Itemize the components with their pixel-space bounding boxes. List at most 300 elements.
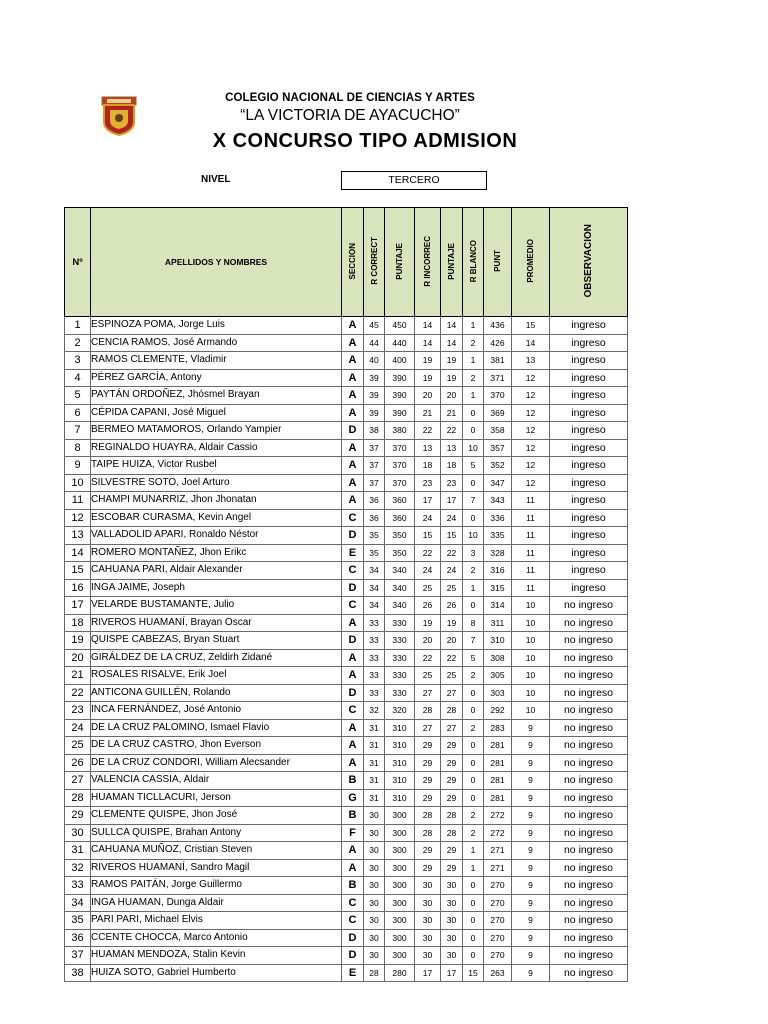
seccion-cell: A: [342, 352, 364, 370]
seccion-cell: G: [342, 789, 364, 807]
puntaje-neg-cell: 24: [441, 509, 463, 527]
observacion-cell: no ingreso: [550, 597, 628, 615]
observacion-cell: no ingreso: [550, 894, 628, 912]
seccion-cell: A: [342, 842, 364, 860]
row-number-cell: 9: [65, 457, 91, 475]
r-correct-cell: 32: [364, 702, 385, 720]
student-name-cell: RAMOS PAITÁN, Jorge Guillermo: [91, 877, 342, 895]
r-blanco-cell: 1: [463, 579, 484, 597]
r-correct-cell: 35: [364, 544, 385, 562]
puntaje-neg-cell: 18: [441, 457, 463, 475]
row-number-cell: 17: [65, 597, 91, 615]
r-correct-cell: 30: [364, 912, 385, 930]
seccion-cell: C: [342, 894, 364, 912]
table-row: [65, 352, 628, 370]
puntaje-cell: 450: [385, 317, 415, 335]
puntaje-cell: 340: [385, 597, 415, 615]
seccion-cell: A: [342, 387, 364, 405]
punt-cell: 370: [484, 387, 512, 405]
observacion-cell: no ingreso: [550, 912, 628, 930]
seccion-cell: A: [342, 754, 364, 772]
promedio-cell: 11: [512, 579, 550, 597]
promedio-cell: 9: [512, 859, 550, 877]
student-name-cell: CHAMPI MUNARRIZ, Jhon Jhonatan: [91, 492, 342, 510]
student-name-cell: CENCIA RAMOS, José Armando: [91, 334, 342, 352]
school-subtitle: “LA VICTORIA DE AYACUCHO”: [240, 107, 460, 124]
r-correct-cell: 30: [364, 859, 385, 877]
r-correct-cell: 33: [364, 684, 385, 702]
col-header-puntaje-2: PUNTAJE: [441, 208, 463, 317]
row-number-cell: 25: [65, 737, 91, 755]
observacion-cell: no ingreso: [550, 667, 628, 685]
puntaje-cell: 310: [385, 719, 415, 737]
seccion-cell: F: [342, 824, 364, 842]
seccion-cell: A: [342, 369, 364, 387]
observacion-cell: no ingreso: [550, 964, 628, 982]
promedio-cell: 13: [512, 352, 550, 370]
promedio-cell: 9: [512, 947, 550, 965]
row-number-cell: 5: [65, 387, 91, 405]
r-incorrec-cell: 21: [415, 404, 441, 422]
puntaje-cell: 330: [385, 684, 415, 702]
r-incorrec-cell: 27: [415, 719, 441, 737]
r-correct-cell: 30: [364, 929, 385, 947]
puntaje-neg-cell: 14: [441, 317, 463, 335]
puntaje-neg-cell: 29: [441, 772, 463, 790]
table-row: [65, 334, 628, 352]
r-incorrec-cell: 29: [415, 754, 441, 772]
seccion-cell: A: [342, 859, 364, 877]
r-blanco-cell: 2: [463, 334, 484, 352]
promedio-cell: 10: [512, 649, 550, 667]
observacion-cell: no ingreso: [550, 877, 628, 895]
row-number-cell: 38: [65, 964, 91, 982]
punt-cell: 281: [484, 754, 512, 772]
r-incorrec-cell: 30: [415, 947, 441, 965]
r-incorrec-cell: 26: [415, 597, 441, 615]
puntaje-cell: 310: [385, 754, 415, 772]
observacion-cell: no ingreso: [550, 772, 628, 790]
r-incorrec-cell: 29: [415, 737, 441, 755]
promedio-cell: 9: [512, 719, 550, 737]
seccion-cell: A: [342, 404, 364, 422]
promedio-cell: 12: [512, 387, 550, 405]
observacion-cell: ingreso: [550, 474, 628, 492]
promedio-cell: 12: [512, 457, 550, 475]
r-blanco-cell: 0: [463, 772, 484, 790]
student-name-cell: CLEMENTE QUISPE, Jhon José: [91, 807, 342, 825]
puntaje-neg-cell: 30: [441, 877, 463, 895]
row-number-cell: 26: [65, 754, 91, 772]
puntaje-cell: 320: [385, 702, 415, 720]
table-row: [65, 789, 628, 807]
punt-cell: 381: [484, 352, 512, 370]
puntaje-cell: 370: [385, 474, 415, 492]
puntaje-neg-cell: 28: [441, 807, 463, 825]
r-incorrec-cell: 28: [415, 807, 441, 825]
r-blanco-cell: 2: [463, 824, 484, 842]
promedio-cell: 9: [512, 737, 550, 755]
puntaje-neg-cell: 23: [441, 474, 463, 492]
promedio-cell: 11: [512, 492, 550, 510]
puntaje-cell: 330: [385, 667, 415, 685]
promedio-cell: 11: [512, 527, 550, 545]
student-name-cell: RIVEROS HUAMANÍ, Brayan Oscar: [91, 614, 342, 632]
row-number-cell: 8: [65, 439, 91, 457]
r-blanco-cell: 10: [463, 439, 484, 457]
puntaje-neg-cell: 28: [441, 702, 463, 720]
punt-cell: 270: [484, 947, 512, 965]
col-header-r-correct: R CORRECT: [364, 208, 385, 317]
student-name-cell: ROSALES RISALVE, Erik Joel: [91, 667, 342, 685]
r-blanco-cell: 1: [463, 387, 484, 405]
seccion-cell: C: [342, 509, 364, 527]
promedio-cell: 10: [512, 614, 550, 632]
puntaje-neg-cell: 29: [441, 859, 463, 877]
r-incorrec-cell: 24: [415, 509, 441, 527]
r-correct-cell: 44: [364, 334, 385, 352]
puntaje-neg-cell: 20: [441, 387, 463, 405]
puntaje-neg-cell: 28: [441, 824, 463, 842]
r-blanco-cell: 0: [463, 702, 484, 720]
puntaje-cell: 330: [385, 649, 415, 667]
r-blanco-cell: 0: [463, 947, 484, 965]
r-blanco-cell: 5: [463, 649, 484, 667]
r-correct-cell: 36: [364, 509, 385, 527]
observacion-cell: ingreso: [550, 509, 628, 527]
promedio-cell: 10: [512, 597, 550, 615]
observacion-cell: ingreso: [550, 352, 628, 370]
seccion-cell: C: [342, 912, 364, 930]
seccion-cell: D: [342, 929, 364, 947]
table-row: [65, 544, 628, 562]
puntaje-cell: 350: [385, 527, 415, 545]
observacion-cell: ingreso: [550, 317, 628, 335]
table-row: [65, 912, 628, 930]
student-name-cell: RIVEROS HUAMANÍ, Sandro Magil: [91, 859, 342, 877]
puntaje-cell: 300: [385, 877, 415, 895]
r-incorrec-cell: 19: [415, 614, 441, 632]
puntaje-cell: 390: [385, 369, 415, 387]
table-row: [65, 317, 628, 335]
student-name-cell: CAHUANA PARI, Aldair Alexander: [91, 562, 342, 580]
punt-cell: 305: [484, 667, 512, 685]
student-name-cell: ESCOBAR CURASMA, Kevin Angel: [91, 509, 342, 527]
col-header-seccion: SECCION: [342, 208, 364, 317]
punt-cell: 371: [484, 369, 512, 387]
r-blanco-cell: 0: [463, 877, 484, 895]
seccion-cell: D: [342, 422, 364, 440]
punt-cell: 272: [484, 807, 512, 825]
table-row: [65, 527, 628, 545]
r-correct-cell: 40: [364, 352, 385, 370]
punt-cell: 270: [484, 929, 512, 947]
r-incorrec-cell: 30: [415, 929, 441, 947]
row-number-cell: 6: [65, 404, 91, 422]
table-row: [65, 807, 628, 825]
student-name-cell: SILVESTRE SOTO, Joel Arturo: [91, 474, 342, 492]
punt-cell: 308: [484, 649, 512, 667]
table-row: [65, 947, 628, 965]
student-name-cell: CCENTE CHOCCA, Marco Antonio: [91, 929, 342, 947]
punt-cell: 270: [484, 912, 512, 930]
seccion-cell: B: [342, 807, 364, 825]
puntaje-cell: 300: [385, 859, 415, 877]
school-crest-icon: [101, 96, 137, 136]
r-correct-cell: 39: [364, 369, 385, 387]
punt-cell: 271: [484, 859, 512, 877]
r-incorrec-cell: 17: [415, 964, 441, 982]
student-name-cell: VALLADOLID APARI, Ronaldo Néstor: [91, 527, 342, 545]
puntaje-neg-cell: 30: [441, 929, 463, 947]
r-blanco-cell: 0: [463, 422, 484, 440]
student-name-cell: SULLCA QUISPE, Brahan Antony: [91, 824, 342, 842]
seccion-cell: A: [342, 334, 364, 352]
student-name-cell: INGA HUAMAN, Dunga Aldair: [91, 894, 342, 912]
r-correct-cell: 30: [364, 807, 385, 825]
puntaje-neg-cell: 22: [441, 649, 463, 667]
observacion-cell: ingreso: [550, 404, 628, 422]
nivel-label: NIVEL: [201, 174, 231, 185]
promedio-cell: 11: [512, 544, 550, 562]
r-incorrec-cell: 30: [415, 894, 441, 912]
puntaje-cell: 440: [385, 334, 415, 352]
punt-cell: 328: [484, 544, 512, 562]
student-name-cell: CAHUANA MUÑOZ, Cristian Steven: [91, 842, 342, 860]
seccion-cell: A: [342, 317, 364, 335]
observacion-cell: no ingreso: [550, 754, 628, 772]
r-incorrec-cell: 14: [415, 334, 441, 352]
table-row: [65, 702, 628, 720]
observacion-cell: no ingreso: [550, 929, 628, 947]
col-header-promedio: PROMEDIO: [512, 208, 550, 317]
puntaje-neg-cell: 29: [441, 737, 463, 755]
r-blanco-cell: 0: [463, 737, 484, 755]
student-name-cell: BERMEO MATAMOROS, Orlando Yampier: [91, 422, 342, 440]
puntaje-neg-cell: 26: [441, 597, 463, 615]
table-row: [65, 509, 628, 527]
punt-cell: 357: [484, 439, 512, 457]
puntaje-neg-cell: 25: [441, 667, 463, 685]
seccion-cell: A: [342, 457, 364, 475]
row-number-cell: 4: [65, 369, 91, 387]
table-row: [65, 562, 628, 580]
seccion-cell: A: [342, 439, 364, 457]
row-number-cell: 34: [65, 894, 91, 912]
r-correct-cell: 31: [364, 789, 385, 807]
row-number-cell: 24: [65, 719, 91, 737]
punt-cell: 263: [484, 964, 512, 982]
student-name-cell: ROMERO MONTAÑEZ, Jhon Erikc: [91, 544, 342, 562]
table-row: [65, 877, 628, 895]
punt-cell: 315: [484, 579, 512, 597]
observacion-cell: ingreso: [550, 544, 628, 562]
col-header-r-incorrec: R INCORREC: [415, 208, 441, 317]
r-correct-cell: 33: [364, 614, 385, 632]
r-incorrec-cell: 28: [415, 824, 441, 842]
table-row: [65, 387, 628, 405]
r-correct-cell: 30: [364, 824, 385, 842]
student-name-cell: PAYTÁN ORDOÑEZ, Jhósmel Brayan: [91, 387, 342, 405]
r-blanco-cell: 2: [463, 807, 484, 825]
student-name-cell: VELARDE BUSTAMANTE, Julio: [91, 597, 342, 615]
r-correct-cell: 34: [364, 579, 385, 597]
col-header-punt: PUNT: [484, 208, 512, 317]
student-name-cell: DE LA CRUZ CASTRO, Jhon Everson: [91, 737, 342, 755]
col-header-num: Nº: [65, 208, 91, 317]
student-name-cell: RAMOS CLEMENTE, Vladimir: [91, 352, 342, 370]
puntaje-cell: 300: [385, 929, 415, 947]
promedio-cell: 9: [512, 772, 550, 790]
row-number-cell: 29: [65, 807, 91, 825]
puntaje-cell: 300: [385, 912, 415, 930]
puntaje-neg-cell: 17: [441, 492, 463, 510]
puntaje-neg-cell: 25: [441, 579, 463, 597]
puntaje-neg-cell: 29: [441, 754, 463, 772]
row-number-cell: 36: [65, 929, 91, 947]
r-incorrec-cell: 25: [415, 579, 441, 597]
table-row: [65, 964, 628, 982]
row-number-cell: 11: [65, 492, 91, 510]
puntaje-cell: 330: [385, 614, 415, 632]
r-correct-cell: 35: [364, 527, 385, 545]
puntaje-cell: 330: [385, 632, 415, 650]
punt-cell: 347: [484, 474, 512, 492]
observacion-cell: no ingreso: [550, 632, 628, 650]
r-correct-cell: 34: [364, 562, 385, 580]
r-incorrec-cell: 22: [415, 544, 441, 562]
puntaje-cell: 370: [385, 457, 415, 475]
student-name-cell: HUAMAN MENDOZA, Stalin Kevin: [91, 947, 342, 965]
puntaje-neg-cell: 19: [441, 352, 463, 370]
puntaje-cell: 300: [385, 824, 415, 842]
r-blanco-cell: 0: [463, 597, 484, 615]
r-correct-cell: 33: [364, 667, 385, 685]
r-correct-cell: 33: [364, 632, 385, 650]
student-name-cell: HUAMAN TICLLACURI, Jerson: [91, 789, 342, 807]
observacion-cell: no ingreso: [550, 824, 628, 842]
r-blanco-cell: 1: [463, 352, 484, 370]
promedio-cell: 9: [512, 929, 550, 947]
puntaje-cell: 360: [385, 492, 415, 510]
r-blanco-cell: 8: [463, 614, 484, 632]
r-correct-cell: 30: [364, 947, 385, 965]
punt-cell: 369: [484, 404, 512, 422]
seccion-cell: A: [342, 474, 364, 492]
table-row: [65, 404, 628, 422]
puntaje-cell: 340: [385, 562, 415, 580]
puntaje-neg-cell: 19: [441, 369, 463, 387]
row-number-cell: 14: [65, 544, 91, 562]
r-incorrec-cell: 17: [415, 492, 441, 510]
seccion-cell: D: [342, 527, 364, 545]
r-incorrec-cell: 29: [415, 772, 441, 790]
puntaje-neg-cell: 27: [441, 684, 463, 702]
observacion-cell: no ingreso: [550, 859, 628, 877]
student-name-cell: GIRÁLDEZ DE LA CRUZ, Zeldirh Zidané: [91, 649, 342, 667]
punt-cell: 426: [484, 334, 512, 352]
table-header-row: [65, 208, 628, 317]
punt-cell: 352: [484, 457, 512, 475]
r-incorrec-cell: 13: [415, 439, 441, 457]
punt-cell: 335: [484, 527, 512, 545]
r-blanco-cell: 0: [463, 929, 484, 947]
puntaje-cell: 390: [385, 404, 415, 422]
table-row: [65, 632, 628, 650]
puntaje-neg-cell: 14: [441, 334, 463, 352]
r-incorrec-cell: 15: [415, 527, 441, 545]
seccion-cell: A: [342, 737, 364, 755]
observacion-cell: no ingreso: [550, 702, 628, 720]
table-row: [65, 894, 628, 912]
puntaje-cell: 370: [385, 439, 415, 457]
page-title: X CONCURSO TIPO ADMISION: [212, 130, 518, 152]
nivel-value: TERCERO: [341, 171, 487, 190]
seccion-cell: B: [342, 877, 364, 895]
observacion-cell: no ingreso: [550, 684, 628, 702]
observacion-cell: ingreso: [550, 422, 628, 440]
puntaje-neg-cell: 22: [441, 422, 463, 440]
seccion-cell: D: [342, 632, 364, 650]
r-correct-cell: 28: [364, 964, 385, 982]
seccion-cell: E: [342, 544, 364, 562]
col-header-name: APELLIDOS Y NOMBRES: [91, 208, 342, 317]
student-name-cell: ESPINOZA POMA, Jorge Luis: [91, 317, 342, 335]
table-row: [65, 754, 628, 772]
r-correct-cell: 37: [364, 457, 385, 475]
puntaje-neg-cell: 13: [441, 439, 463, 457]
table-row: [65, 684, 628, 702]
observacion-cell: ingreso: [550, 334, 628, 352]
row-number-cell: 31: [65, 842, 91, 860]
student-name-cell: PÉREZ GARCÍA, Antony: [91, 369, 342, 387]
punt-cell: 281: [484, 789, 512, 807]
r-correct-cell: 38: [364, 422, 385, 440]
row-number-cell: 19: [65, 632, 91, 650]
table-row: [65, 929, 628, 947]
col-header-observacion: OBSERVACION: [550, 208, 628, 317]
punt-cell: 271: [484, 842, 512, 860]
seccion-cell: D: [342, 947, 364, 965]
puntaje-cell: 300: [385, 842, 415, 860]
r-incorrec-cell: 24: [415, 562, 441, 580]
table-row: [65, 842, 628, 860]
seccion-cell: A: [342, 649, 364, 667]
promedio-cell: 10: [512, 702, 550, 720]
r-incorrec-cell: 19: [415, 352, 441, 370]
table-row: [65, 737, 628, 755]
puntaje-cell: 280: [385, 964, 415, 982]
promedio-cell: 11: [512, 562, 550, 580]
student-name-cell: REGINALDO HUAYRA, Aldair Cassio: [91, 439, 342, 457]
punt-cell: 310: [484, 632, 512, 650]
row-number-cell: 2: [65, 334, 91, 352]
puntaje-cell: 340: [385, 579, 415, 597]
table-row: [65, 859, 628, 877]
puntaje-cell: 380: [385, 422, 415, 440]
r-blanco-cell: 0: [463, 754, 484, 772]
promedio-cell: 10: [512, 684, 550, 702]
row-number-cell: 30: [65, 824, 91, 842]
col-header-puntaje-1: PUNTAJE: [385, 208, 415, 317]
puntaje-neg-cell: 29: [441, 842, 463, 860]
row-number-cell: 15: [65, 562, 91, 580]
punt-cell: 311: [484, 614, 512, 632]
r-blanco-cell: 0: [463, 789, 484, 807]
seccion-cell: A: [342, 719, 364, 737]
row-number-cell: 20: [65, 649, 91, 667]
observacion-cell: ingreso: [550, 439, 628, 457]
